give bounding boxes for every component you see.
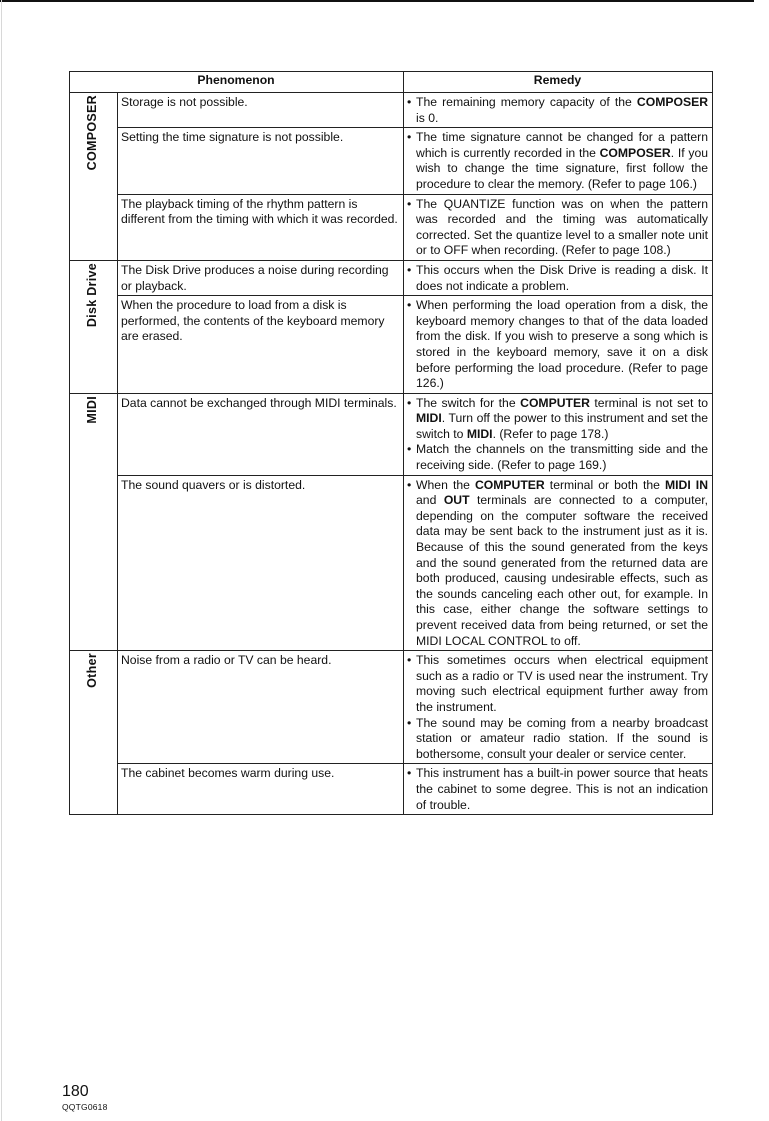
phenomenon-cell: The playback timing of the rhythm pattern is different from the timing with which it was recorded. xyxy=(118,194,404,260)
table-row xyxy=(70,194,713,260)
remedy-item: • When the COMPUTER terminal or both the MIDI IN and OUT terminals are connected to a computer, depending on the computer software the received data may be sent back to the instrument just as it is. Because of this the sound generated from the keys and the sound generated from the returned data are both produced, causing undesirable effects, such as the sounds canceling each other out, for example. In this case, either change the software settings to prevent received data from being returned, or set the MIDI LOCAL CONTROL to off. xyxy=(407,478,708,650)
remedy-item: • This instrument has a built-in power source that heats the cabinet to some degree. This is not an indication of trouble. xyxy=(407,766,708,813)
table-row xyxy=(70,93,713,128)
phenomenon-header: Phenomenon xyxy=(70,72,404,93)
category-other xyxy=(70,651,118,815)
remedy-item: • The QUANTIZE function was on when the pattern was recorded and the timing was automatically corrected. Set the quantize level to a smaller note unit or to OFF when recording. (Refer to page 108.) xyxy=(407,197,708,259)
remedy-cell xyxy=(404,128,713,194)
remedy-item: • The time signature cannot be changed for a pattern which is currently recorded in the COMPOSER. If you wish to change the time signature, first follow the procedure to clear the memory. (Refer to page 106.) xyxy=(407,130,708,192)
category-label: MIDI xyxy=(85,395,100,424)
remedy-item: • Match the channels on the transmitting side and the receiving side. (Refer to page 169.) xyxy=(407,442,708,473)
phenomenon-cell: When the procedure to load from a disk is performed, the contents of the keyboard memory are erased. xyxy=(118,296,404,394)
remedy-cell xyxy=(404,93,713,128)
phenomenon-cell: The cabinet becomes warm during use. xyxy=(118,764,404,815)
category-disk-drive xyxy=(70,260,118,393)
table-row xyxy=(70,296,713,394)
left-edge-rule xyxy=(1,0,2,1121)
table-row xyxy=(70,651,713,764)
remedy-item: • When performing the load operation from a disk, the keyboard memory changes to that of the data loaded from the disk. If you wish to preserve a song which is stored in the keyboard memory, save it on a disk before performing the load procedure. (Refer to page 126.) xyxy=(407,298,708,392)
remedy-cell xyxy=(404,764,713,815)
remedy-cell xyxy=(404,651,713,764)
remedy-item: • The remaining memory capacity of the COMPOSER is 0. xyxy=(407,95,708,126)
remedy-cell xyxy=(404,260,713,295)
category-composer xyxy=(70,93,118,261)
table-header-row xyxy=(70,72,713,93)
table-row xyxy=(70,393,713,475)
remedy-item: • This occurs when the Disk Drive is reading a disk. It does not indicate a problem. xyxy=(407,263,708,294)
phenomenon-cell: The sound quavers or is distorted. xyxy=(118,475,404,651)
remedy-cell xyxy=(404,194,713,260)
category-midi xyxy=(70,393,118,651)
table-row xyxy=(70,475,713,651)
remedy-item: • The sound may be coming from a nearby broadcast station or amateur radio station. If the sound is bothersome, consult your dealer or service center. xyxy=(407,716,708,763)
page-number: 180 xyxy=(62,1083,89,1100)
phenomenon-cell: Setting the time signature is not possible. xyxy=(118,128,404,194)
phenomenon-cell: Storage is not possible. xyxy=(118,93,404,128)
document-code: QQTG0618 xyxy=(62,1102,108,1112)
remedy-cell xyxy=(404,393,713,475)
phenomenon-cell: The Disk Drive produces a noise during recording or playback. xyxy=(118,260,404,295)
phenomenon-cell: Noise from a radio or TV can be heard. xyxy=(118,651,404,764)
remedy-item: • This sometimes occurs when electrical equipment such as a radio or TV is used near the instrument. Try moving such electrical equipment further away from the instrument. xyxy=(407,653,708,715)
table-row xyxy=(70,128,713,194)
table-row xyxy=(70,764,713,815)
remedy-cell xyxy=(404,296,713,394)
category-label: COMPOSER xyxy=(85,95,100,171)
phenomenon-cell: Data cannot be exchanged through MIDI terminals. xyxy=(118,393,404,475)
remedy-cell xyxy=(404,475,713,651)
category-label: Other xyxy=(85,653,100,689)
remedy-item: • The switch for the COMPUTER terminal is not set to MIDI. Turn off the power to this instrument and set the switch to MIDI. (Refer to page 178.) xyxy=(407,396,708,443)
troubleshooting-table xyxy=(69,71,713,815)
remedy-header: Remedy xyxy=(404,72,713,93)
top-rule xyxy=(0,0,754,2)
category-label: Disk Drive xyxy=(85,262,100,328)
table-row xyxy=(70,260,713,295)
